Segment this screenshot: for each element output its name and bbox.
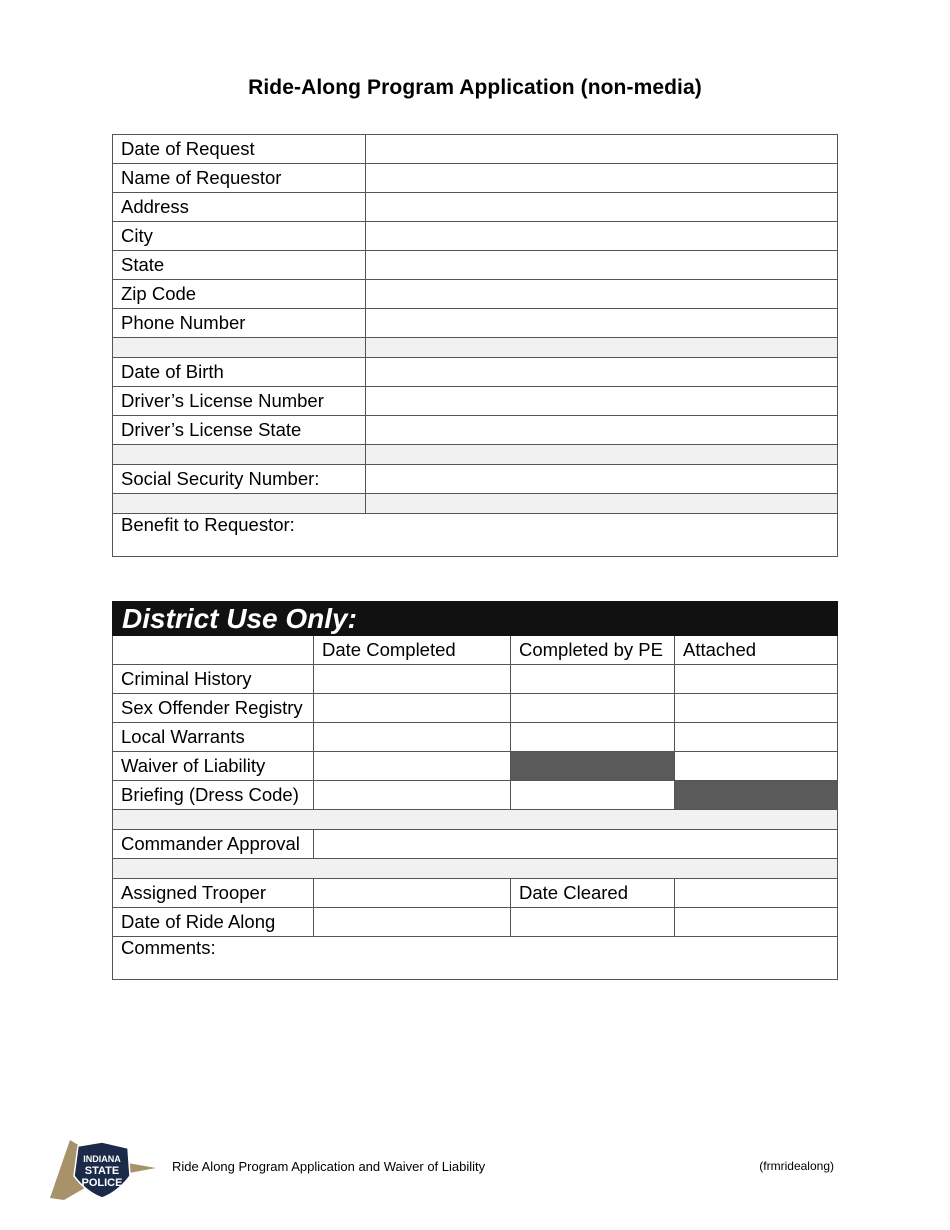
date-of-request-label: Date of Request <box>113 135 366 164</box>
table-row <box>113 752 838 781</box>
sex-offender-registry-attached[interactable] <box>675 694 838 723</box>
criminal-history-label: Criminal History <box>113 665 314 694</box>
benefit-to-requestor-field[interactable] <box>113 514 838 557</box>
waiver-of-liability-label: Waiver of Liability <box>113 752 314 781</box>
table-row <box>113 879 838 908</box>
district-use-table <box>112 601 838 980</box>
waiver-of-liability-attached[interactable] <box>675 752 838 781</box>
logo-line-indiana: INDIANA <box>83 1154 121 1164</box>
comments-field[interactable] <box>113 937 838 980</box>
state-label: State <box>113 251 366 280</box>
footer-form-code: (frmridealong) <box>759 1159 834 1173</box>
spacer-cell <box>113 338 366 358</box>
table-row <box>113 416 838 445</box>
table-row <box>113 665 838 694</box>
local-warrants-label: Local Warrants <box>113 723 314 752</box>
briefing-dress-code-attached-shaded <box>675 781 838 810</box>
table-row <box>113 694 838 723</box>
district-header-row <box>113 602 838 636</box>
comments-label: Comments: <box>121 937 216 958</box>
logo-line-state: STATE <box>84 1165 120 1177</box>
table-row <box>113 636 838 665</box>
table-row <box>113 514 838 557</box>
local-warrants-completed-by[interactable] <box>511 723 675 752</box>
table-row <box>113 309 838 338</box>
table-row <box>113 937 838 980</box>
spacer-cell <box>366 445 838 465</box>
sex-offender-registry-completed-by[interactable] <box>511 694 675 723</box>
table-row <box>113 193 838 222</box>
table-row <box>113 465 838 494</box>
district-header: District Use Only: <box>113 602 838 636</box>
spacer-cell <box>366 494 838 514</box>
spacer-row <box>113 810 838 830</box>
briefing-dress-code-date-completed[interactable] <box>314 781 511 810</box>
drivers-license-number-field[interactable] <box>366 387 838 416</box>
date-cleared-field[interactable] <box>675 879 838 908</box>
spacer-row <box>113 859 838 879</box>
local-warrants-attached[interactable] <box>675 723 838 752</box>
date-of-ride-along-extra[interactable] <box>511 908 675 937</box>
sex-offender-registry-label: Sex Offender Registry <box>113 694 314 723</box>
assigned-trooper-field[interactable] <box>314 879 511 908</box>
spacer-row <box>113 338 838 358</box>
city-label: City <box>113 222 366 251</box>
social-security-number-label: Social Security Number: <box>113 465 366 494</box>
table-row <box>113 830 838 859</box>
spacer-cell <box>113 445 366 465</box>
drivers-license-state-label: Driver’s License State <box>113 416 366 445</box>
phone-number-label: Phone Number <box>113 309 366 338</box>
table-row <box>113 358 838 387</box>
table-row <box>113 251 838 280</box>
sex-offender-registry-date-completed[interactable] <box>314 694 511 723</box>
date-of-request-field[interactable] <box>366 135 838 164</box>
name-of-requestor-label: Name of Requestor <box>113 164 366 193</box>
waiver-of-liability-completed-by-shaded <box>511 752 675 781</box>
date-of-birth-field[interactable] <box>366 358 838 387</box>
date-cleared-label: Date Cleared <box>511 879 675 908</box>
table-row <box>113 781 838 810</box>
zip-code-label: Zip Code <box>113 280 366 309</box>
spacer-cell <box>113 810 838 830</box>
spacer-cell <box>366 338 838 358</box>
zip-code-field[interactable] <box>366 280 838 309</box>
social-security-number-field[interactable] <box>366 465 838 494</box>
table-row <box>113 723 838 752</box>
waiver-of-liability-date-completed[interactable] <box>314 752 511 781</box>
criminal-history-attached[interactable] <box>675 665 838 694</box>
spacer-row <box>113 494 838 514</box>
date-of-ride-along-label: Date of Ride Along <box>113 908 314 937</box>
footer-form-name: Ride Along Program Application and Waiver of Liability <box>172 1159 486 1174</box>
table-row <box>113 908 838 937</box>
date-completed-header: Date Completed <box>314 636 511 665</box>
drivers-license-state-field[interactable] <box>366 416 838 445</box>
local-warrants-date-completed[interactable] <box>314 723 511 752</box>
table-row <box>113 135 838 164</box>
date-of-ride-along-extra-2[interactable] <box>675 908 838 937</box>
name-of-requestor-field[interactable] <box>366 164 838 193</box>
drivers-license-number-label: Driver’s License Number <box>113 387 366 416</box>
attached-header: Attached <box>675 636 838 665</box>
phone-number-field[interactable] <box>366 309 838 338</box>
completed-by-pe-header: Completed by PE <box>511 636 675 665</box>
state-field[interactable] <box>366 251 838 280</box>
table-row <box>113 387 838 416</box>
logo-line-police: POLICE <box>81 1177 123 1189</box>
table-row <box>113 164 838 193</box>
spacer-cell <box>113 494 366 514</box>
spacer-cell <box>113 859 838 879</box>
applicant-info-table <box>112 134 838 557</box>
address-label: Address <box>113 193 366 222</box>
date-of-ride-along-field[interactable] <box>314 908 511 937</box>
briefing-dress-code-completed-by[interactable] <box>511 781 675 810</box>
spacer-row <box>113 445 838 465</box>
benefit-to-requestor-label: Benefit to Requestor: <box>121 514 295 535</box>
date-of-birth-label: Date of Birth <box>113 358 366 387</box>
page-title: Ride-Along Program Application (non-media) <box>248 76 702 99</box>
commander-approval-label: Commander Approval <box>113 830 314 859</box>
table-row <box>113 280 838 309</box>
city-field[interactable] <box>366 222 838 251</box>
criminal-history-completed-by[interactable] <box>511 665 675 694</box>
table-row <box>113 222 838 251</box>
blank-header-cell <box>113 636 314 665</box>
indiana-state-police-badge-icon <box>50 1138 156 1200</box>
briefing-dress-code-label: Briefing (Dress Code) <box>113 781 314 810</box>
commander-approval-field[interactable] <box>314 830 838 859</box>
assigned-trooper-label: Assigned Trooper <box>113 879 314 908</box>
criminal-history-date-completed[interactable] <box>314 665 511 694</box>
address-field[interactable] <box>366 193 838 222</box>
